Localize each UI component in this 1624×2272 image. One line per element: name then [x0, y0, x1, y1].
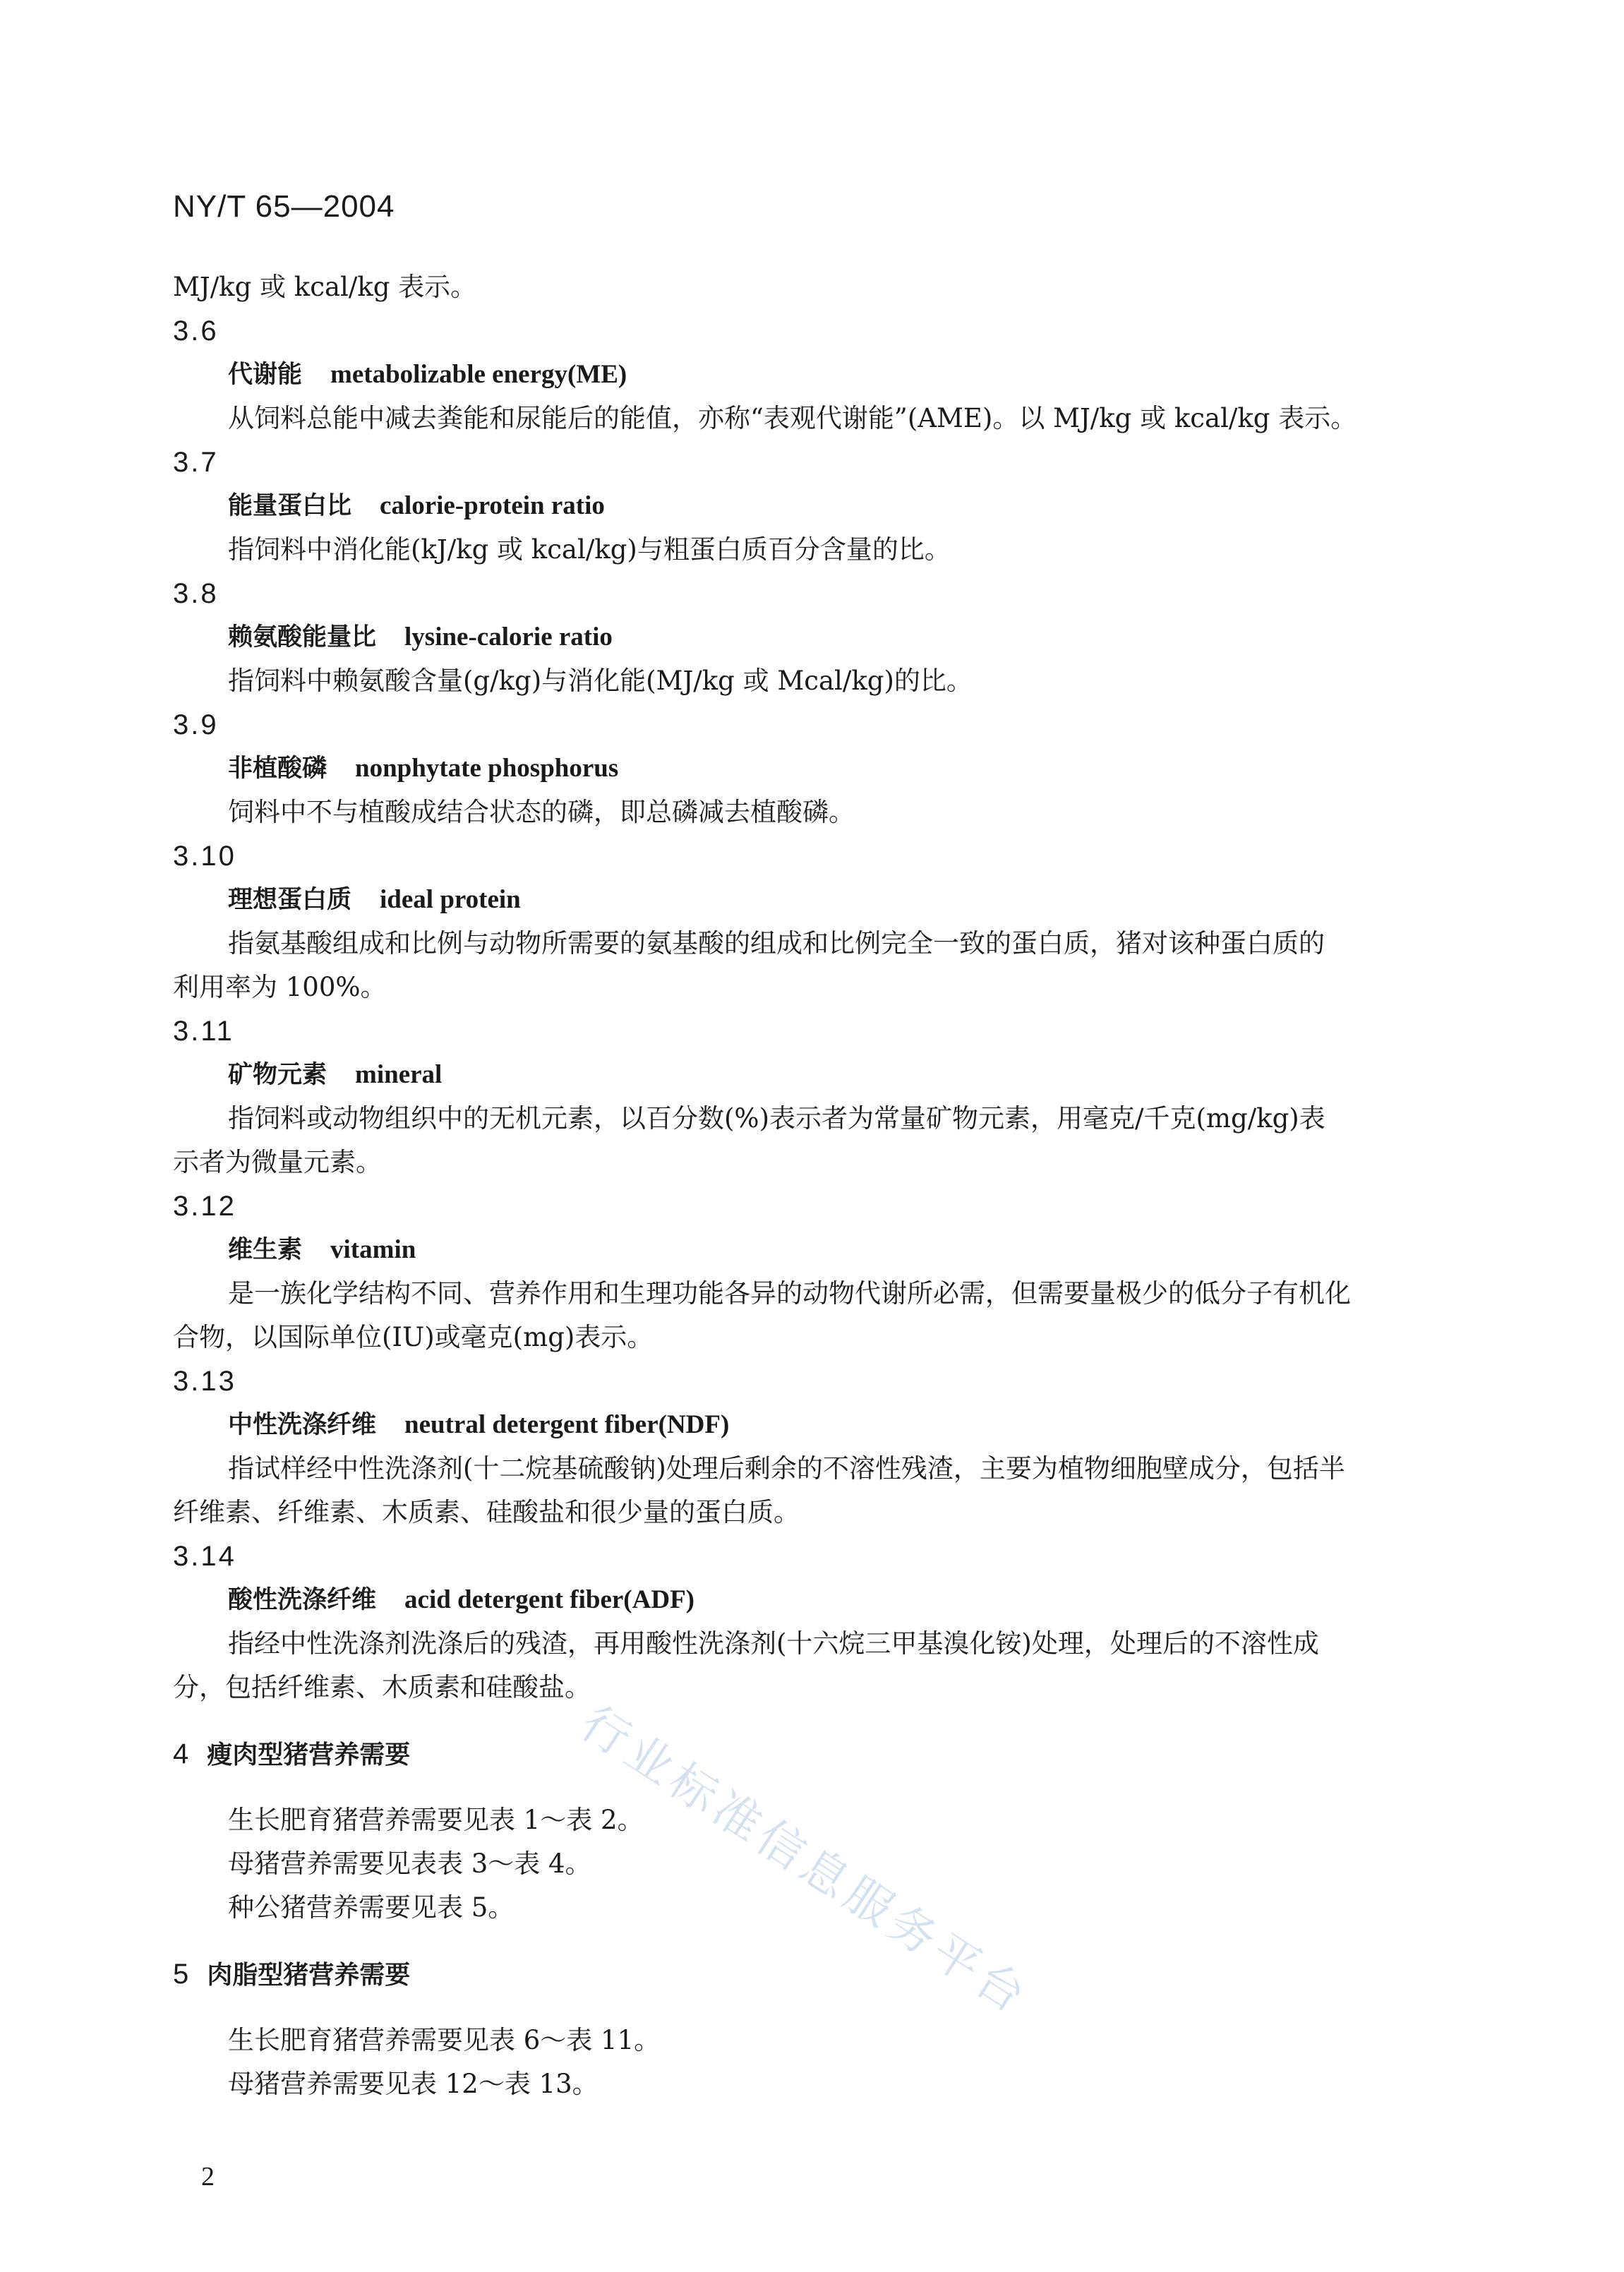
term-en: metabolizable energy(ME): [330, 360, 627, 389]
definition-3-11: 指饲料或动物组织中的无机元素，以百分数(%)表示者为常量矿物元素，用毫克/千克(mg/kg)表: [228, 1103, 1325, 1134]
section-4-line-1: 生长肥育猪营养需要见表 1～表 2。: [228, 1805, 644, 1835]
clause-number-3-11: 3.11: [173, 1016, 234, 1047]
paragraph-continuation: MJ/kg 或 kcal/kg 表示。: [173, 272, 477, 302]
term-heading-3-7: [228, 491, 605, 522]
clause-number-3-6: 3.6: [173, 315, 219, 347]
section-5-line-2: 母猪营养需要见表 12～表 13。: [228, 2069, 599, 2099]
section-4-line-3: 种公猪营养需要见表 5。: [228, 1892, 515, 1923]
term-en: mineral: [355, 1060, 443, 1089]
term-heading-3-9: [228, 753, 618, 784]
term-en: lysine-calorie ratio: [404, 623, 613, 651]
term-heading-3-12: [228, 1234, 416, 1266]
definition-3-12-cont: 合物，以国际单位(IU)或毫克(mg)表示。: [173, 1322, 654, 1352]
clause-number-3-14: 3.14: [173, 1541, 236, 1572]
term-cn: 矿物元素: [228, 1061, 327, 1089]
definition-3-8: 指饲料中赖氨酸含量(g/kg)与消化能(MJ/kg 或 Mcal/kg)的比。: [228, 666, 973, 696]
definition-3-9: 饲料中不与植酸成结合状态的磷，即总磷减去植酸磷。: [228, 797, 855, 827]
term-en: vitamin: [330, 1235, 416, 1264]
definition-3-12: 是一族化学结构不同、营养作用和生理功能各异的动物代谢所必需，但需要量极少的低分子有机化: [228, 1278, 1351, 1309]
clause-number-3-8: 3.8: [173, 578, 219, 609]
term-heading-3-13: [228, 1410, 729, 1441]
clause-number-3-7: 3.7: [173, 447, 219, 478]
term-en: ideal protein: [380, 885, 521, 914]
definition-3-6: 从饲料总能中减去粪能和尿能后的能值，亦称“表观代谢能”(AME)。以 MJ/kg 或 kcal/kg 表示。: [228, 403, 1357, 433]
section-title: 瘦肉型猪营养需要: [207, 1741, 411, 1769]
clause-number-3-9: 3.9: [173, 709, 219, 740]
term-cn: 能量蛋白比: [228, 492, 352, 520]
term-heading-3-10: [228, 884, 521, 915]
term-cn: 中性洗涤纤维: [228, 1411, 377, 1439]
term-cn: 赖氨酸能量比: [228, 623, 377, 651]
term-en: neutral detergent fiber(NDF): [404, 1410, 730, 1439]
section-heading-5: [173, 1959, 410, 1991]
section-heading-4: [173, 1738, 410, 1771]
clause-number-3-12: 3.12: [173, 1191, 236, 1222]
term-cn: 酸性洗涤纤维: [228, 1586, 377, 1614]
term-cn: 代谢能: [228, 361, 303, 389]
term-heading-3-6: [228, 359, 627, 390]
term-en: acid detergent fiber(ADF): [404, 1585, 694, 1614]
definition-3-14: 指经中性洗涤剂洗涤后的残渣，再用酸性洗涤剂(十六烷三甲基溴化铵)处理，处理后的不溶性成: [228, 1628, 1319, 1659]
section-number: 4: [173, 1738, 189, 1769]
clause-number-3-10: 3.10: [173, 841, 236, 872]
term-cn: 理想蛋白质: [228, 886, 352, 914]
term-en: calorie-protein ratio: [380, 491, 605, 520]
term-heading-3-11: [228, 1059, 442, 1090]
watermark: 行业标准信息服务平台: [571, 1695, 1040, 2026]
definition-3-10: 指氨基酸组成和比例与动物所需要的氨基酸的组成和比例完全一致的蛋白质，猪对该种蛋白质的: [228, 928, 1325, 958]
definition-3-14-cont: 分，包括纤维素、木质素和硅酸盐。: [173, 1672, 591, 1702]
definition-3-10-cont: 利用率为 100%。: [173, 972, 387, 1002]
definition-3-13: 指试样经中性洗涤剂(十二烷基硫酸钠)处理后剩余的不溶性残渣，主要为植物细胞壁成分，包括半: [228, 1453, 1345, 1484]
page-number: 2: [201, 2162, 215, 2192]
definition-3-13-cont: 纤维素、纤维素、木质素、硅酸盐和很少量的蛋白质。: [173, 1497, 800, 1527]
term-heading-3-14: [228, 1585, 694, 1616]
term-en: nonphytate phosphorus: [355, 754, 619, 783]
definition-3-7: 指饲料中消化能(kJ/kg 或 kcal/kg)与粗蛋白质百分含量的比。: [228, 534, 951, 565]
term-cn: 非植酸磷: [228, 755, 327, 783]
section-4-line-2: 母猪营养需要见表表 3～表 4。: [228, 1849, 591, 1879]
section-title: 肉脂型猪营养需要: [207, 1961, 411, 1990]
term-cn: 维生素: [228, 1236, 303, 1264]
document-code-header: NY/T 65—2004: [173, 189, 395, 224]
definition-3-11-cont: 示者为微量元素。: [173, 1147, 382, 1177]
section-number: 5: [173, 1959, 189, 1990]
section-5-line-1: 生长肥育猪营养需要见表 6～表 11。: [228, 2025, 661, 2055]
clause-number-3-13: 3.13: [173, 1366, 236, 1397]
term-heading-3-8: [228, 622, 613, 653]
